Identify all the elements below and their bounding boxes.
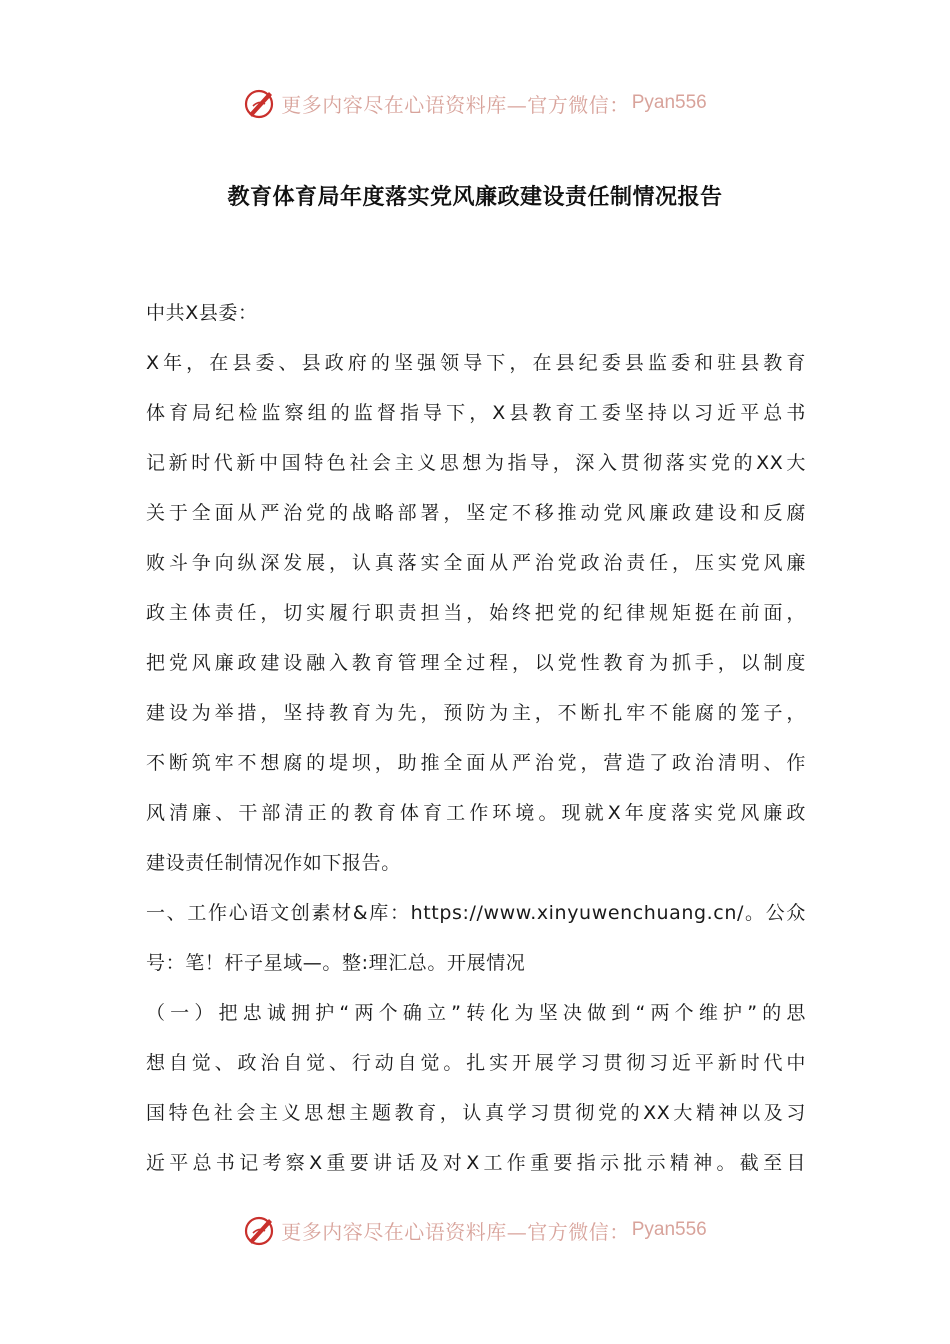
body-line: 近平总书记考察X重要讲话及对X工作重要指示批示精神。截至目 [146, 1152, 806, 1174]
banner-text: 更多内容尽在心语资料库—官方微信： [281, 92, 630, 117]
body-line: 政主体责任，切实履行职责担当，始终把党的纪律规矩挺在前面， [146, 602, 806, 624]
body-line: 不断筑牢不想腐的堤坝，助推全面从严治党，营造了政治清明、作 [146, 752, 806, 774]
body-line: （一）把忠诚拥护“两个确立”转化为坚决做到“两个维护”的思 [146, 1002, 806, 1024]
banner-text: 更多内容尽在心语资料库—官方微信： [281, 1219, 630, 1244]
body-line: 国特色社会主义思想主题教育，认真学习贯彻党的XX大精神以及习 [146, 1102, 806, 1124]
body-line: 风清廉、干部清正的教育体育工作环境。现就X年度落实党风廉政 [146, 802, 806, 824]
body-line: 记新时代新中国特色社会主义思想为指导，深入贯彻落实党的XX大 [146, 452, 806, 474]
document-body [146, 293, 806, 1193]
document-title: 教育体育局年度落实党风廉政建设责任制情况报告 [227, 184, 723, 210]
body-line: 想自觉、政治自觉、行动自觉。扎实开展学习贯彻习近平新时代中 [146, 1052, 806, 1074]
pen-logo-icon [243, 86, 277, 120]
banner-wechat-id: Pyan556 [631, 92, 707, 113]
body-line: 关于全面从严治党的战略部署，坚定不移推动党风廉政建设和反腐 [146, 502, 806, 524]
body-line: 把党风廉政建设融入教育管理全过程，以党性教育为抓手，以制度 [146, 652, 806, 674]
body-line: 体育局纪检监察组的监督指导下，X县教育工委坚持以习近平总书 [146, 402, 806, 424]
header-banner [0, 83, 950, 123]
body-line: 建设为举措，坚持教育为先，预防为主，不断扎牢不能腐的笼子， [146, 702, 806, 724]
footer-banner [0, 1210, 950, 1250]
body-line: 号：笔！杆子星域—。整:理汇总。开展情况 [146, 952, 526, 974]
pen-logo-icon [243, 1213, 277, 1247]
body-line: 败斗争向纵深发展，认真落实全面从严治党政治责任，压实党风廉 [146, 552, 806, 574]
body-line: 中共X县委： [146, 302, 258, 324]
banner-wechat-id: Pyan556 [631, 1219, 707, 1240]
body-line: 一、工作心语文创素材&库：https://www.xinyuwenchuang.cn/。公众 [146, 902, 806, 924]
body-line: X年，在县委、县政府的坚强领导下，在县纪委县监委和驻县教育 [146, 352, 806, 374]
body-line: 建设责任制情况作如下报告。 [146, 852, 401, 874]
